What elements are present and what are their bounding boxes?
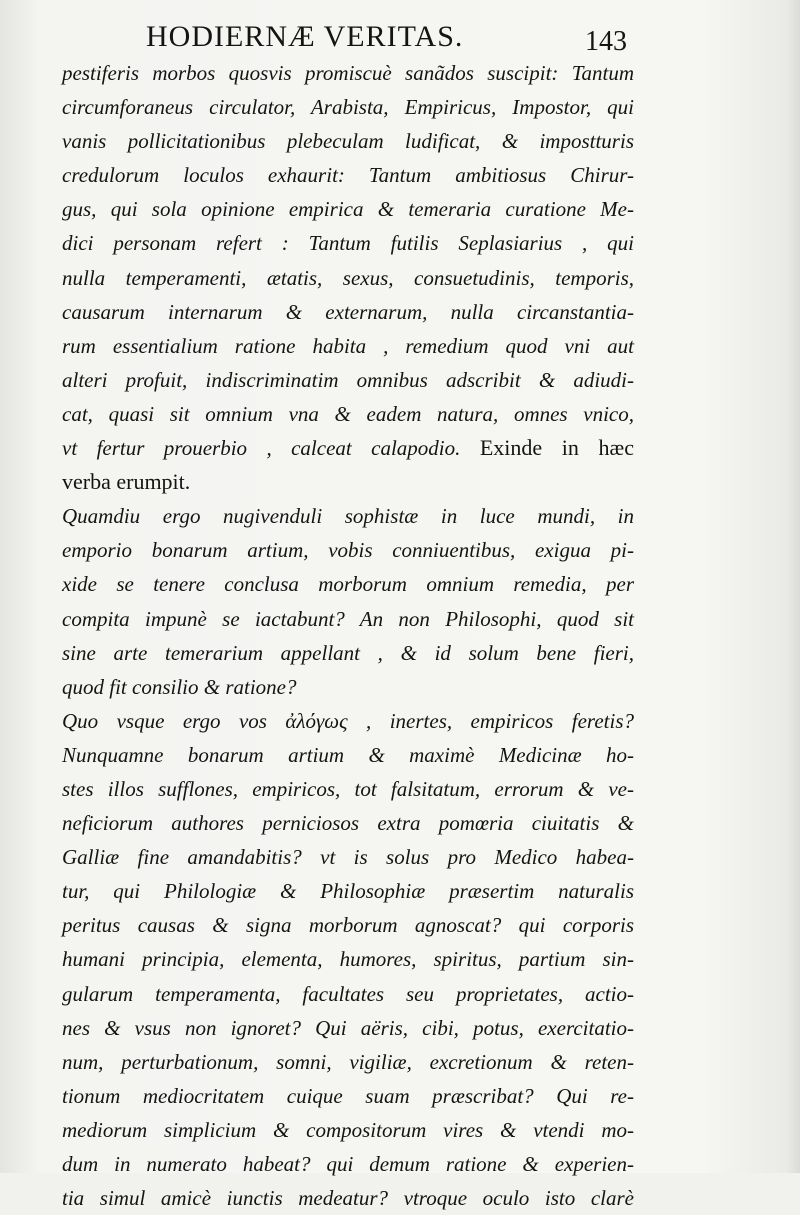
body-text bbox=[62, 56, 634, 1215]
text-line: tia simul amicè iunctis medeatur? vtroque oculo isto clarè bbox=[62, 1186, 634, 1211]
text-line: mediorum simplicium & compositorum vires & vtendi mo- bbox=[62, 1117, 634, 1142]
text-line: vanis pollicitationibus plebeculam ludificat, & impostturis bbox=[62, 129, 634, 154]
text-line: dum in numerato habeat? qui demum ratione & experien- bbox=[62, 1152, 634, 1176]
text-line: nes & vsus non ignoret? Qui aëris, cibi, potus, exercitatio- bbox=[62, 1015, 634, 1040]
text-line: nulla temperamenti, ætatis, sexus, consuetudinis, temporis, bbox=[62, 265, 634, 290]
text-line: Galliæ fine amandabitis? vt is solus pro Medico habea- bbox=[62, 845, 634, 870]
text-line: tionum mediocritatem cuique suam præscribat? Qui re- bbox=[62, 1083, 634, 1108]
text-line: Nunquamne bonarum artium & maximè Medicinæ ho- bbox=[62, 742, 634, 767]
text-line: gularum temperamenta, facultates seu proprietates, actio- bbox=[62, 981, 634, 1006]
text-line: pestiferis morbos quosvis promiscuè sanãdos suscipit: Tantum bbox=[62, 61, 634, 85]
text-line: credulorum loculos exhaurit: Tantum ambitiosus Chirur- bbox=[62, 163, 634, 188]
page-edge-shadow bbox=[786, 0, 800, 1173]
roman-fragment: Exinde in hæc bbox=[479, 435, 634, 461]
text-line: circumforaneus circulator, Arabista, Empiricus, Impostor, qui bbox=[62, 95, 634, 120]
text-line: xide se tenere conclusa morborum omnium remedia, per bbox=[62, 572, 634, 597]
text-line: emporio bonarum artium, vobis conniuentibus, exigua pi- bbox=[62, 538, 634, 563]
text-line-with-roman bbox=[62, 431, 634, 465]
text-line: cat, quasi sit omnium vna & eadem natura, omnes vnico, bbox=[62, 401, 634, 426]
text-line: alteri profuit, indiscriminatim omnibus adscribit & adiudi- bbox=[62, 367, 634, 392]
italic-fragment: vt fertur prouerbio , calceat calapodio. bbox=[62, 436, 461, 461]
text-line: sine arte temerarium appellant , & id solum bene fieri, bbox=[62, 640, 634, 665]
text-line: neficiorum authores perniciosos extra pomœria ciuitatis & bbox=[62, 811, 634, 836]
page-number: 143 bbox=[585, 26, 627, 57]
text-line: peritus causas & signa morborum agnoscat? qui corporis bbox=[62, 913, 634, 938]
text-line: stes illos sufflones, empiricos, tot falsitatum, errorum & ve- bbox=[62, 776, 634, 801]
text-line: num, perturbationum, somni, vigiliæ, excretionum & reten- bbox=[62, 1049, 634, 1074]
text-line: causarum internarum & externarum, nulla circanstantia- bbox=[62, 299, 634, 324]
paragraph-start-line: Quo vsque ergo vos ἀλόγως , inertes, empiricos feretis? bbox=[62, 708, 634, 733]
text-line: gus, qui sola opinione empirica & temeraria curatione Me- bbox=[62, 197, 634, 222]
text-line: tur, qui Philologiæ & Philosophiæ præsertim naturalis bbox=[62, 879, 634, 904]
text-line: dici personam refert : Tantum futilis Seplasiarius , qui bbox=[62, 231, 634, 256]
text-line: verba erumpit. bbox=[62, 469, 191, 495]
running-title: HODIERNÆ VERITAS. bbox=[146, 20, 464, 53]
text-line: rum essentialium ratione habita , remedium quod vni aut bbox=[62, 333, 634, 358]
text-line: quod fit consilio & ratione? bbox=[62, 674, 297, 699]
page-header bbox=[0, 14, 800, 58]
text-line: compita impunè se iactabunt? An non Philosophi, quod sit bbox=[62, 606, 634, 631]
paragraph-start-line: Quamdiu ergo nugivenduli sophistæ in luce mundi, in bbox=[62, 504, 634, 529]
text-line: humani principia, elementa, humores, spiritus, partium sin- bbox=[62, 947, 634, 972]
